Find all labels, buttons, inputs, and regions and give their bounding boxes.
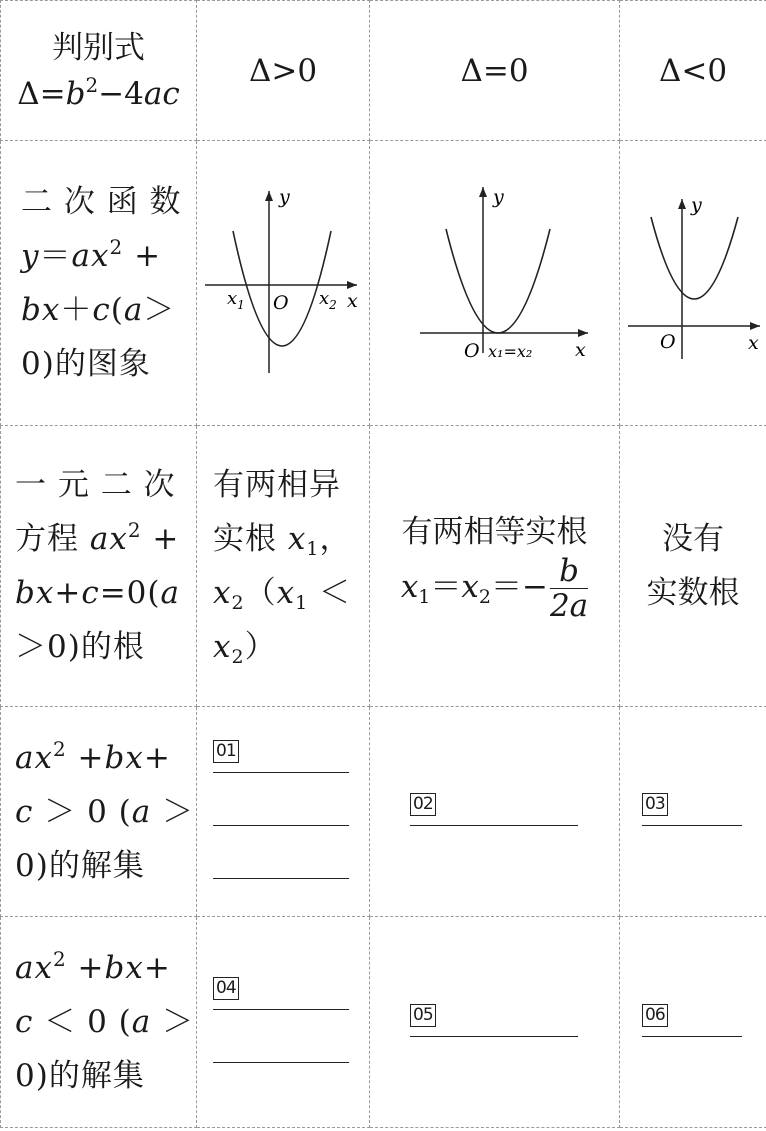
- origin-label: O: [464, 340, 480, 362]
- blank-number-04: 04: [213, 977, 239, 1000]
- answer-blank-05[interactable]: [410, 996, 578, 1037]
- graph-row: [1, 141, 766, 426]
- x-axis-arrow: [578, 329, 588, 337]
- blank-02-cell: [370, 707, 620, 917]
- solution-greater-label: $ax^2 +bx+$ c ＞ 0 (a ＞ 0)的解集: [1, 707, 197, 917]
- roots-row-label: 一 元 二 次 方程 $ax^2$ + bx+c=0(a ＞0)的根: [1, 426, 197, 707]
- roots-none-cell: 没有 实数根: [620, 426, 766, 707]
- blank-number-03: 03: [642, 793, 668, 816]
- y-label: y: [279, 186, 290, 208]
- double-root-label: x₁=x₂: [488, 342, 533, 361]
- blank-04-cell: [197, 917, 370, 1128]
- blank-03-cell: [620, 707, 766, 917]
- header-delta-negative: Δ<0: [620, 1, 766, 141]
- graph-row-label: 二 次 函 数 $y=ax^2$ + bx＋c(a＞ 0)的图象: [1, 141, 197, 426]
- parabola-one-root-graph: [370, 141, 620, 421]
- blank-number-02: 02: [410, 793, 436, 816]
- x1-label: $x_1$: [227, 288, 245, 312]
- solution-less-row: [1, 917, 766, 1128]
- parabola-two-roots-graph: [197, 141, 370, 421]
- parabola-curve: [233, 231, 331, 346]
- solution-less-label: $ax^2 +bx+$ c ＜ 0 (a ＞ 0)的解集: [1, 917, 197, 1128]
- x-label: x: [347, 290, 358, 312]
- graph-one-root-cell: [370, 141, 620, 426]
- solution-greater-row: [1, 707, 766, 917]
- x-axis-arrow: [347, 281, 357, 289]
- header-discriminant-title: 判别式: [52, 29, 145, 66]
- y-axis-arrow: [265, 191, 273, 201]
- parabola-curve: [446, 229, 550, 333]
- blank-01-cell: [197, 707, 370, 917]
- roots-two-distinct-cell: 有两相异 实根 $x_1$， $x_2(x_1$ ＜ $x_2$）: [197, 426, 370, 707]
- blank-06-cell: [620, 917, 766, 1128]
- answer-blank-02[interactable]: [410, 785, 578, 826]
- answer-blank-01[interactable]: [213, 732, 349, 773]
- x-axis-arrow: [750, 322, 760, 330]
- root-fraction: $\frac{b}{2a}$: [549, 552, 589, 624]
- answer-blank-01-line2[interactable]: [213, 785, 349, 826]
- parabola-no-root-graph: [620, 141, 766, 421]
- y-label: y: [691, 194, 702, 216]
- parabola-curve: [651, 217, 738, 299]
- y-axis-arrow: [678, 199, 686, 209]
- x-label: x: [748, 332, 759, 354]
- y-label: y: [493, 186, 504, 208]
- blank-number-01: 01: [213, 740, 239, 763]
- answer-blank-01-line3[interactable]: [213, 838, 349, 879]
- answer-blank-03[interactable]: [642, 785, 742, 826]
- header-row: [1, 1, 766, 141]
- header-discriminant: 判别式 $\Delta=b^2-4ac$: [1, 1, 197, 141]
- y-axis-arrow: [479, 187, 487, 197]
- answer-blank-04-line2[interactable]: [213, 1022, 349, 1063]
- x2-label: $x_2$: [319, 288, 337, 312]
- header-delta-zero: Δ=0: [370, 1, 620, 141]
- blank-number-06: 06: [642, 1004, 668, 1027]
- roots-equal-cell: 有两相等实根 $x_1=x_2=-$ $\frac{b}{2a}$: [370, 426, 620, 707]
- origin-label: O: [660, 331, 676, 353]
- header-delta-positive: Δ>0: [197, 1, 370, 141]
- graph-two-roots-cell: [197, 141, 370, 426]
- blank-05-cell: [370, 917, 620, 1128]
- blank-number-05: 05: [410, 1004, 436, 1027]
- roots-row: [1, 426, 766, 707]
- graph-no-root-cell: [620, 141, 766, 426]
- answer-blank-06[interactable]: [642, 996, 742, 1037]
- x-label: x: [575, 339, 586, 361]
- answer-blank-04[interactable]: [213, 969, 349, 1010]
- origin-label: O: [273, 292, 289, 314]
